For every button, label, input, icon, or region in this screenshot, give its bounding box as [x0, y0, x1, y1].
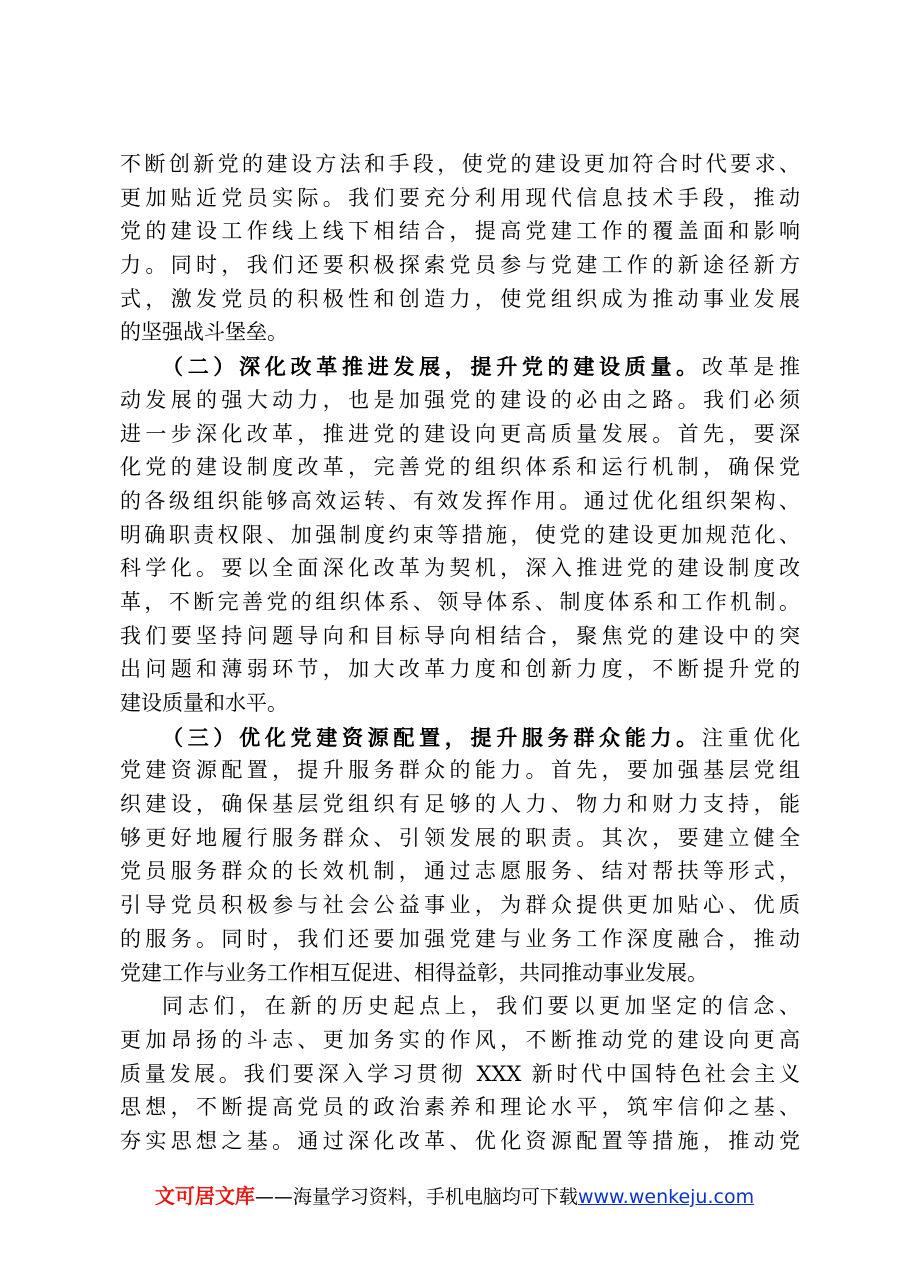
- document-body: [120, 148, 800, 1159]
- footer-brand: 文可居文库: [154, 1184, 255, 1208]
- footer-banner: [0, 1180, 909, 1209]
- paragraph-line: 更加贴近党员实际。我们要充分利用现代信息技术手段，推动: [120, 185, 800, 210]
- paragraph-line: 质量发展。我们要深入学习贯彻 XXX 新时代中国特色社会主义: [120, 1061, 800, 1086]
- paragraph-line: 科学化。要以全面深化改革为契机，深入推进党的建设制度改: [120, 556, 800, 581]
- paragraph-1: [120, 148, 800, 350]
- footer-description: ——海量学习资料，手机电脑均可下载: [254, 1186, 578, 1208]
- section-heading: （二）深化改革推进发展，提升党的建设质量。: [162, 354, 702, 380]
- paragraph-line: 不断创新党的建设方法和手段，使党的建设更加符合时代要求、: [120, 152, 800, 176]
- paragraph-line: 化党的建设制度改革，完善党的组织体系和运行机制，确保党: [120, 455, 800, 480]
- section-heading: （三）优化党建资源配置，提升服务群众能力。: [162, 724, 702, 750]
- paragraph-line: 的服务。同时，我们还要加强党建与业务工作深度融合，推动: [120, 926, 800, 951]
- footer-website-link[interactable]: www.wenkeju.com: [577, 1186, 755, 1208]
- paragraph-line: 党的建设工作线上线下相结合，提高党建工作的覆盖面和影响: [120, 219, 800, 244]
- paragraph-line: 的坚强战斗堡垒。: [120, 320, 288, 345]
- paragraph-line: 党建资源配置，提升服务群众的能力。首先，要加强基层党组: [120, 758, 800, 783]
- paragraph-line: 思想，不断提高党员的政治素养和理论水平，筑牢信仰之基、: [120, 1095, 800, 1120]
- paragraph-line: 引导党员积极参与社会公益事业，为群众提供更加贴心、优质: [120, 893, 800, 918]
- paragraph-line: 我们要坚持问题导向和目标导向相结合，聚焦党的建设中的突: [120, 623, 800, 648]
- paragraph-text: 注重优化: [701, 725, 800, 750]
- paragraph-first-line: 同志们，在新的历史起点上，我们要以更加坚定的信念、: [162, 994, 800, 1019]
- paragraph-line: 党员服务群众的长效机制，通过志愿服务、结对帮扶等形式，: [120, 859, 800, 884]
- paragraph-line: 式，激发党员的积极性和创造力，使党组织成为推动事业发展: [120, 286, 800, 311]
- paragraph-line: 织建设，确保基层党组织有足够的人力、物力和财力支持，能: [120, 792, 800, 817]
- paragraph-line: 的各级组织能够高效运转、有效发挥作用。通过优化组织架构、: [120, 488, 800, 513]
- paragraph-first-line: [120, 721, 800, 755]
- paragraph-3: [120, 721, 800, 991]
- paragraph-line: 够更好地履行服务群众、引领发展的职责。其次，要建立健全: [120, 825, 800, 850]
- paragraph-line: 夯实思想之基。通过深化改革、优化资源配置等措施，推动党: [120, 1128, 800, 1153]
- paragraph-line: 更加昂扬的斗志、更加务实的作风，不断推动党的建设向更高: [120, 1027, 800, 1052]
- paragraph-line: 力。同时，我们还要积极探索党员参与党建工作的新途径新方: [120, 253, 800, 278]
- paragraph-line: 动发展的强大动力，也是加强党的建设的必由之路。我们必须: [120, 387, 800, 412]
- paragraph-2: [120, 350, 800, 721]
- paragraph-line: 革，不断完善党的组织体系、领导体系、制度体系和工作机制。: [120, 589, 800, 614]
- paragraph-text: 改革是推: [701, 355, 800, 380]
- paragraph-4: [120, 990, 800, 1158]
- paragraph-line: 党建工作与业务工作相互促进、相得益彰，共同推动事业发展。: [120, 960, 708, 985]
- paragraph-line: 出问题和薄弱环节，加大改革力度和创新力度，不断提升党的: [120, 657, 800, 682]
- paragraph-first-line: [120, 350, 800, 384]
- paragraph-line: 明确职责权限、加强制度约束等措施，使党的建设更加规范化、: [120, 522, 800, 547]
- paragraph-line: 建设质量和水平。: [120, 691, 288, 715]
- paragraph-line: 进一步深化改革，推进党的建设向更高质量发展。首先，要深: [120, 421, 800, 446]
